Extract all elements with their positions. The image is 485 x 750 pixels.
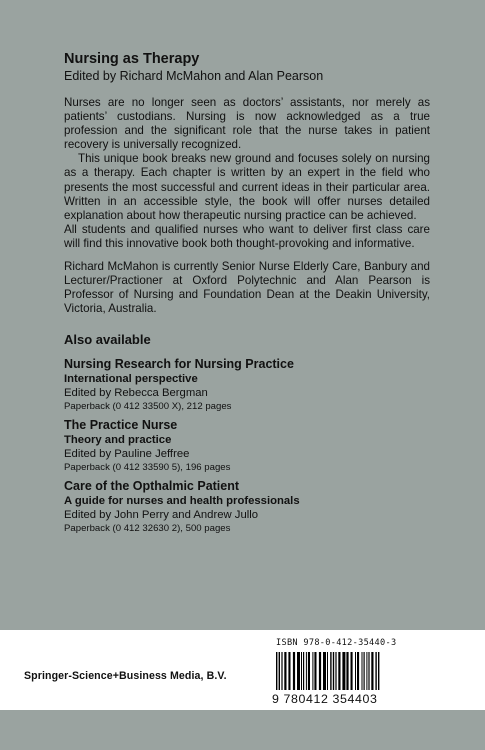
related-book-subtitle: A guide for nurses and health professionals [64, 495, 300, 508]
publisher-strip [0, 630, 485, 710]
description-paragraph-3: All students and qualified nurses who want to deliver first class care will find this innovative book both thought-provoking and informative. [64, 222, 430, 250]
publisher-name: Springer-Science+Business Media, B.V. [24, 670, 227, 682]
related-book-title: The Practice Nurse [64, 418, 178, 433]
barcode-area [272, 638, 444, 708]
related-book-paperback: Paperback (0 412 32630 2), 500 pages [64, 523, 231, 535]
book-title: Nursing as Therapy [64, 51, 200, 67]
also-available-heading: Also available [64, 332, 151, 348]
bottom-margin [0, 710, 485, 750]
barcode-bars [276, 652, 440, 690]
related-book-editor: Edited by John Perry and Andrew Jullo [64, 509, 259, 522]
isbn-text: ISBN 978-0-412-35440-3 [276, 638, 397, 648]
description-paragraph-1: Nurses are no longer seen as doctors’ assistants, nor merely as patients’ custodians. Nursing is now acknowledged as a true profession and the significant role that the nurse takes in patient recovery is universally recognized. [64, 96, 430, 152]
description-paragraph-2: This unique book breaks new ground and focuses solely on nursing as a therapy. Each chapter is written by an expert in the field who presents the most successful and current ideas in their particular area. Written in an accessible style, the book will offer nurses detailed explanation about how therapeutic nursing practice can be achieved. [64, 152, 430, 222]
cover-content [64, 51, 430, 540]
related-book-subtitle: International perspective [64, 373, 198, 386]
related-book-editor: Edited by Pauline Jeffree [64, 448, 190, 461]
related-book-subtitle: Theory and practice [64, 434, 172, 447]
related-book-1 [64, 357, 430, 413]
book-editors: Edited by Richard McMahon and Alan Pearson [64, 69, 324, 83]
related-book-2 [64, 418, 430, 474]
related-book-title: Nursing Research for Nursing Practice [64, 357, 294, 372]
barcode-number: 9 780412 354403 [272, 692, 378, 706]
related-book-paperback: Paperback (0 412 33590 5), 196 pages [64, 462, 231, 474]
related-book-3 [64, 479, 430, 535]
related-book-paperback: Paperback (0 412 33500 X), 212 pages [64, 401, 232, 413]
author-bio: Richard McMahon is currently Senior Nurse Elderly Care, Banbury and Lecturer/Practioner at Oxford Polytechnic and Alan Pearson is Professor of Nursing and Foundation Dean at the Deakin University, Victoria, Australia. [64, 260, 430, 316]
related-book-editor: Edited by Rebecca Bergman [64, 387, 208, 400]
related-book-title: Care of the Opthalmic Patient [64, 479, 240, 494]
